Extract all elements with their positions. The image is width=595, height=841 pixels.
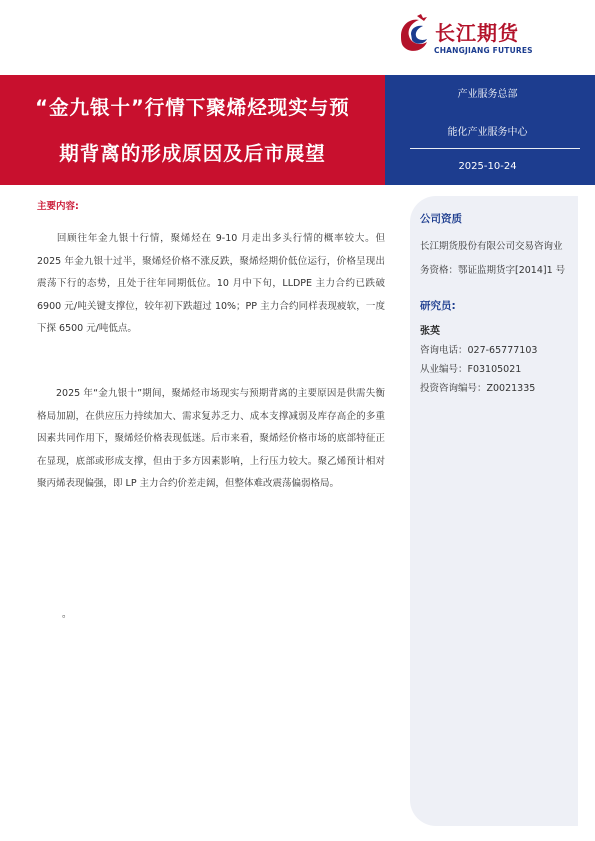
sub-department-name: 能化产业服务中心 [447,127,528,138]
logo-emblem-icon [397,14,431,58]
department-name: 产业服务总部 [457,89,518,100]
researcher-name: 张英 [420,326,440,337]
company-qualification-line-2: 务资格：鄂证监期货字[2014]1 号 [420,265,566,276]
researcher-phone: 咨询电话：027-65777103 [420,345,538,356]
researcher-heading: 研究员: [420,300,456,312]
department-divider [410,148,580,149]
brand-english-name: CHANGJIANG FUTURES [434,46,533,55]
researcher-license-number: 从业编号：F03105021 [420,364,522,375]
brand-name: 长江期货 [435,21,519,45]
report-date: 2025-10-24 [458,161,517,172]
company-qualification-heading: 公司资质 [420,213,462,225]
report-title-line-1: “金九银十”行情下聚烯烃现实与预 [35,96,350,119]
summary-label: 主要内容: [37,201,79,212]
report-title-line-2: 期背离的形成原因及后市展望 [59,142,326,165]
summary-paragraph-2: 2025 年“金九银十”期间，聚烯烃市场现实与预期背离的主要原因是供需失衡格局加剧，在供应压力持续加大、需求复苏乏力、成本支撑减弱及库存高企的多重因素共同作用下，聚烯烃价格表现低迷。后市来看，聚烯烃价格市场的底部特征正在显现，底部或形成支撑，但由于多方因素影响，上行压力较大。聚乙烯预计相对聚丙烯表现偏强，即 LP 主力合约价差走阔，但整体难改震荡偏弱格局。 [37,388,385,490]
researcher-advisor-number: 投资咨询编号：Z0021335 [420,383,536,394]
trailing-punctuation: 。 [62,609,72,620]
summary-paragraph-1: 回顾往年金九银十行情，聚烯烃在 9-10 月走出多头行情的概率较大。但 2025 年金九银十过半，聚烯烃价格不涨反跌，聚烯烃期价低位运行，价格呈现出震荡下行的态势，且处于往年同期低位。10 月中下旬，LLDPE 主力合约已跌破 6900 元/吨关键支撑位，较年初下跌超过 10%；PP 主力合约同样表现疲软，一度下探 6500 元/吨低点。 [37,233,385,335]
company-logo [397,14,557,60]
company-qualification-line-1: 长江期货股份有限公司交易咨询业 [420,241,563,252]
info-sidebar [410,196,578,826]
